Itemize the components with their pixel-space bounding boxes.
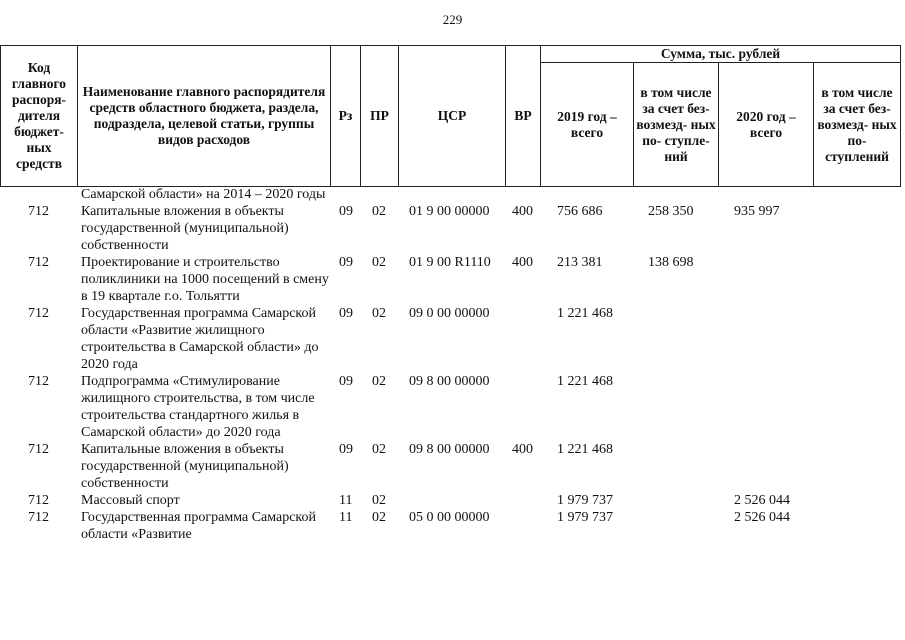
header-vr: ВР: [506, 46, 541, 187]
table-row: [0, 203, 905, 254]
vr-cell: 400: [512, 442, 533, 457]
code-cell: 712: [28, 493, 49, 508]
rz-cell: 11: [339, 493, 353, 508]
table-row: [0, 186, 905, 203]
code-cell: 712: [28, 204, 49, 219]
sum-2019-cell: 1 979 737: [557, 510, 613, 525]
table-row: [0, 492, 905, 509]
header-2020-total: 2020 год – всего: [719, 63, 814, 187]
csr-cell: 05 0 00 00000: [409, 510, 490, 525]
table-body: [0, 186, 905, 543]
pr-cell: 02: [372, 442, 386, 457]
header-code: Код главного распоря- дителя бюджет- ных средств: [1, 46, 78, 187]
header-pr: ПР: [361, 46, 399, 187]
header-2020-free: в том числе за счет без- возмезд- ных по- ступлений: [814, 63, 901, 187]
name-cell: Капитальные вложения в объекты государственной (муниципальной) собственности: [81, 204, 289, 253]
pr-cell: 02: [372, 510, 386, 525]
table-header: [0, 45, 901, 187]
table-row: [0, 254, 905, 305]
name-cell: Государственная программа Самарской области «Развитие: [81, 510, 317, 542]
rz-cell: 09: [339, 442, 353, 457]
csr-cell: 01 9 00 00000: [409, 204, 490, 219]
code-cell: 712: [28, 442, 49, 457]
pr-cell: 02: [372, 306, 386, 321]
code-cell: 712: [28, 374, 49, 389]
table-row: [0, 305, 905, 373]
header-2019-free: в том числе за счет без- возмезд- ных по- ступле- ний: [634, 63, 719, 187]
header-csr: ЦСР: [399, 46, 506, 187]
vr-cell: 400: [512, 204, 533, 219]
header-2019-total: 2019 год – всего: [541, 63, 634, 187]
header-name: Наименование главного распорядителя средств областного бюджета, раздела, подраздела, целевой статьи, группы видов расходов: [78, 46, 331, 187]
pr-cell: 02: [372, 204, 386, 219]
sum-2019-cell: 1 979 737: [557, 493, 613, 508]
sum-2020-cell: 2 526 044: [734, 510, 790, 525]
csr-cell: 01 9 00 R1110: [409, 255, 491, 270]
rz-cell: 09: [339, 255, 353, 270]
code-cell: 712: [28, 255, 49, 270]
sum-2020-cell: 935 997: [734, 204, 780, 219]
table-row: [0, 373, 905, 441]
csr-cell: 09 0 00 00000: [409, 306, 490, 321]
sum-2019-cell: 213 381: [557, 255, 603, 270]
name-cell: Капитальные вложения в объекты государственной (муниципальной) собственности: [81, 442, 289, 491]
vr-cell: 400: [512, 255, 533, 270]
rz-cell: 11: [339, 510, 353, 525]
name-cell: Самарской области» на 2014 – 2020 годы: [81, 187, 326, 202]
code-cell: 712: [28, 306, 49, 321]
pr-cell: 02: [372, 374, 386, 389]
rz-cell: 09: [339, 204, 353, 219]
name-cell: Подпрограмма «Стимулирование жилищного строительства, в том числе строительства стандартного жилья в Самарской области» до 2020 года: [81, 374, 315, 440]
free-2019-cell: 138 698: [648, 255, 694, 270]
page-number: 229: [442, 12, 463, 27]
pr-cell: 02: [372, 255, 386, 270]
sum-2019-cell: 1 221 468: [557, 442, 613, 457]
name-cell: Проектирование и строительство поликлиники на 1000 посещений в смену в 19 квартале г.о. Тольятти: [81, 255, 329, 304]
free-2019-cell: 258 350: [648, 204, 694, 219]
sum-2020-cell: 2 526 044: [734, 493, 790, 508]
sum-2019-cell: 1 221 468: [557, 374, 613, 389]
rz-cell: 09: [339, 306, 353, 321]
rz-cell: 09: [339, 374, 353, 389]
sum-2019-cell: 756 686: [557, 204, 603, 219]
header-sum: Сумма, тыс. рублей: [541, 46, 901, 63]
header-rz: Рз: [331, 46, 361, 187]
csr-cell: 09 8 00 00000: [409, 374, 490, 389]
table-row: [0, 509, 905, 543]
pr-cell: 02: [372, 493, 386, 508]
sum-2019-cell: 1 221 468: [557, 306, 613, 321]
table-row: [0, 441, 905, 492]
name-cell: Массовый спорт: [81, 493, 180, 508]
csr-cell: 09 8 00 00000: [409, 442, 490, 457]
code-cell: 712: [28, 510, 49, 525]
name-cell: Государственная программа Самарской области «Развитие жилищного строительства в Самарской области» до 2020 года: [81, 306, 319, 372]
